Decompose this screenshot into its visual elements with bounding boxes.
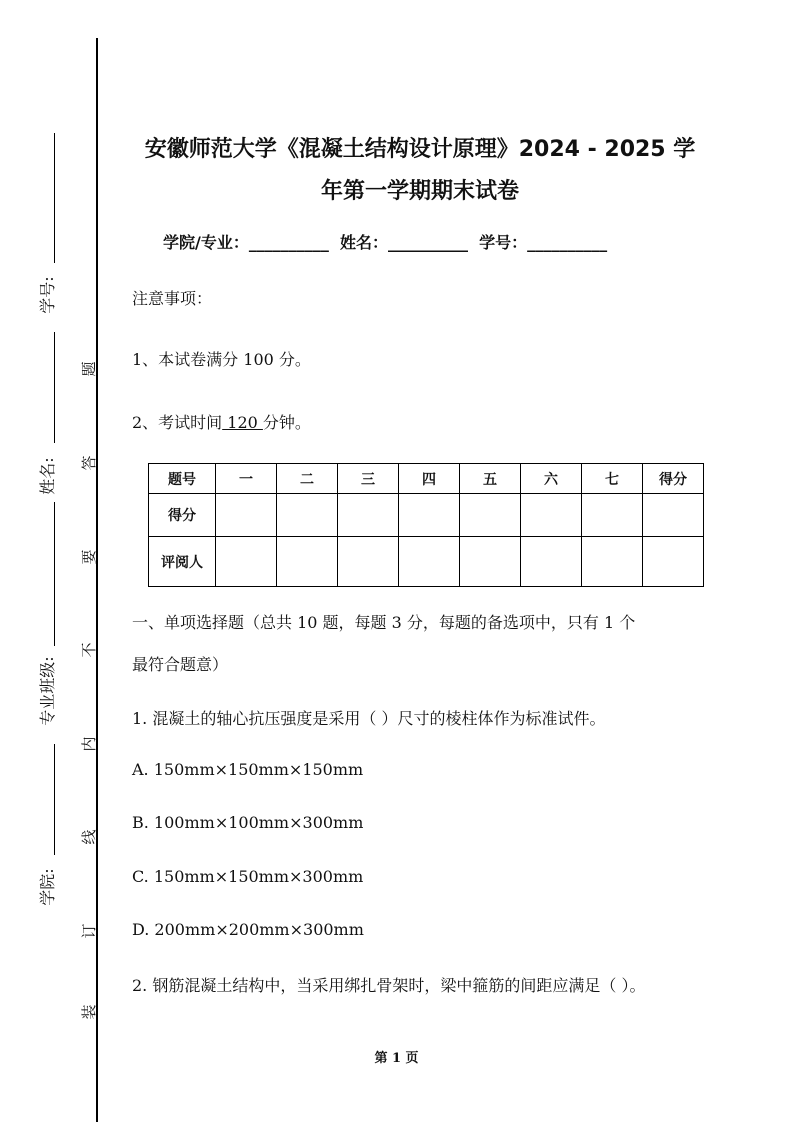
header-cell: 四: [399, 464, 460, 494]
score-cell[interactable]: [582, 494, 643, 537]
college-label: 学院/专业：: [163, 233, 249, 252]
header-cell: 题号: [149, 464, 216, 494]
reviewer-cell[interactable]: [216, 537, 277, 587]
reviewer-cell[interactable]: [277, 537, 338, 587]
id-blank[interactable]: __________: [527, 233, 608, 252]
blank-line: [54, 744, 55, 855]
question-1-option-a: A. 150mm×150mm×150mm: [132, 760, 364, 779]
header-cell: 一: [216, 464, 277, 494]
header-cell: 六: [521, 464, 582, 494]
name-label: 姓名：: [340, 233, 389, 252]
question-1-option-d: D. 200mm×200mm×300mm: [132, 920, 364, 939]
id-label: 学号：: [479, 233, 528, 252]
header-cell: 七: [582, 464, 643, 494]
seal-char: 订: [80, 923, 98, 939]
reviewer-cell[interactable]: [338, 537, 399, 587]
score-cell[interactable]: [643, 494, 704, 537]
header-cell: 二: [277, 464, 338, 494]
seal-char: 题: [80, 361, 98, 377]
note-2: [132, 410, 311, 433]
question-1-stem: 1. 混凝土的轴心抗压强度是采用（ ）尺寸的棱柱体作为标准试件。: [132, 709, 606, 728]
header-cell: 五: [460, 464, 521, 494]
blank-line: [54, 502, 55, 646]
score-cell[interactable]: [460, 494, 521, 537]
score-row: [149, 494, 704, 537]
blank-line: [54, 332, 55, 443]
score-table: [148, 463, 704, 587]
note-2-unit: 分钟。: [262, 413, 311, 432]
score-cell[interactable]: [521, 494, 582, 537]
reviewer-cell[interactable]: [643, 537, 704, 587]
reviewer-row: [149, 537, 704, 587]
score-cell[interactable]: [216, 494, 277, 537]
score-cell[interactable]: [277, 494, 338, 537]
reviewer-cell[interactable]: [399, 537, 460, 587]
seal-char: 不: [80, 642, 98, 658]
header-cell: 三: [338, 464, 399, 494]
name-blank[interactable]: __________: [388, 233, 469, 252]
header-cell: 得分: [643, 464, 704, 494]
note-2-text: 2、考试时间: [132, 413, 223, 432]
margin-label-student-id: 学号:: [38, 276, 57, 314]
exam-title-line2: 年第一学期期末试卷: [320, 179, 519, 204]
reviewer-cell[interactable]: [460, 537, 521, 587]
seal-char: 要: [80, 549, 98, 565]
notes-heading: 注意事项：: [132, 289, 213, 308]
seal-char: 线: [80, 829, 98, 845]
exam-duration: 120: [222, 413, 263, 432]
binding-line: [96, 38, 98, 1122]
seal-char: 内: [80, 736, 98, 752]
score-cell[interactable]: [399, 494, 460, 537]
seal-char: 答: [80, 455, 98, 471]
question-1-option-c: C. 150mm×150mm×300mm: [132, 867, 364, 886]
margin-label-name: 姓名:: [38, 457, 57, 495]
row-label: 评阅人: [149, 537, 216, 587]
exam-title-line1: 安徽师范大学《混凝土结构设计原理》2024 - 2025 学: [144, 137, 696, 162]
section-1-heading-cont: 最符合题意）: [132, 655, 229, 674]
reviewer-cell[interactable]: [521, 537, 582, 587]
question-2-stem: 2. 钢筋混凝土结构中，当采用绑扎骨架时，梁中箍筋的间距应满足（ ）。: [132, 976, 646, 995]
margin-label-college: 学院:: [38, 868, 57, 906]
question-1-option-b: B. 100mm×100mm×300mm: [132, 813, 364, 832]
college-blank[interactable]: __________: [248, 233, 329, 252]
section-1-heading: 一、单项选择题（总共 10 题，每题 3 分，每题的备选项中，只有 1 个: [132, 613, 636, 632]
score-cell[interactable]: [338, 494, 399, 537]
page-number: 第 1 页: [374, 1051, 419, 1066]
margin-label-class: 专业班级:: [38, 656, 57, 726]
reviewer-cell[interactable]: [582, 537, 643, 587]
note-1: 1、本试卷满分 100 分。: [132, 350, 311, 369]
seal-char: 装: [80, 1004, 98, 1020]
row-label: 得分: [149, 494, 216, 537]
student-info-line: [163, 230, 607, 253]
blank-line: [54, 133, 55, 263]
score-table-header: [149, 464, 704, 494]
